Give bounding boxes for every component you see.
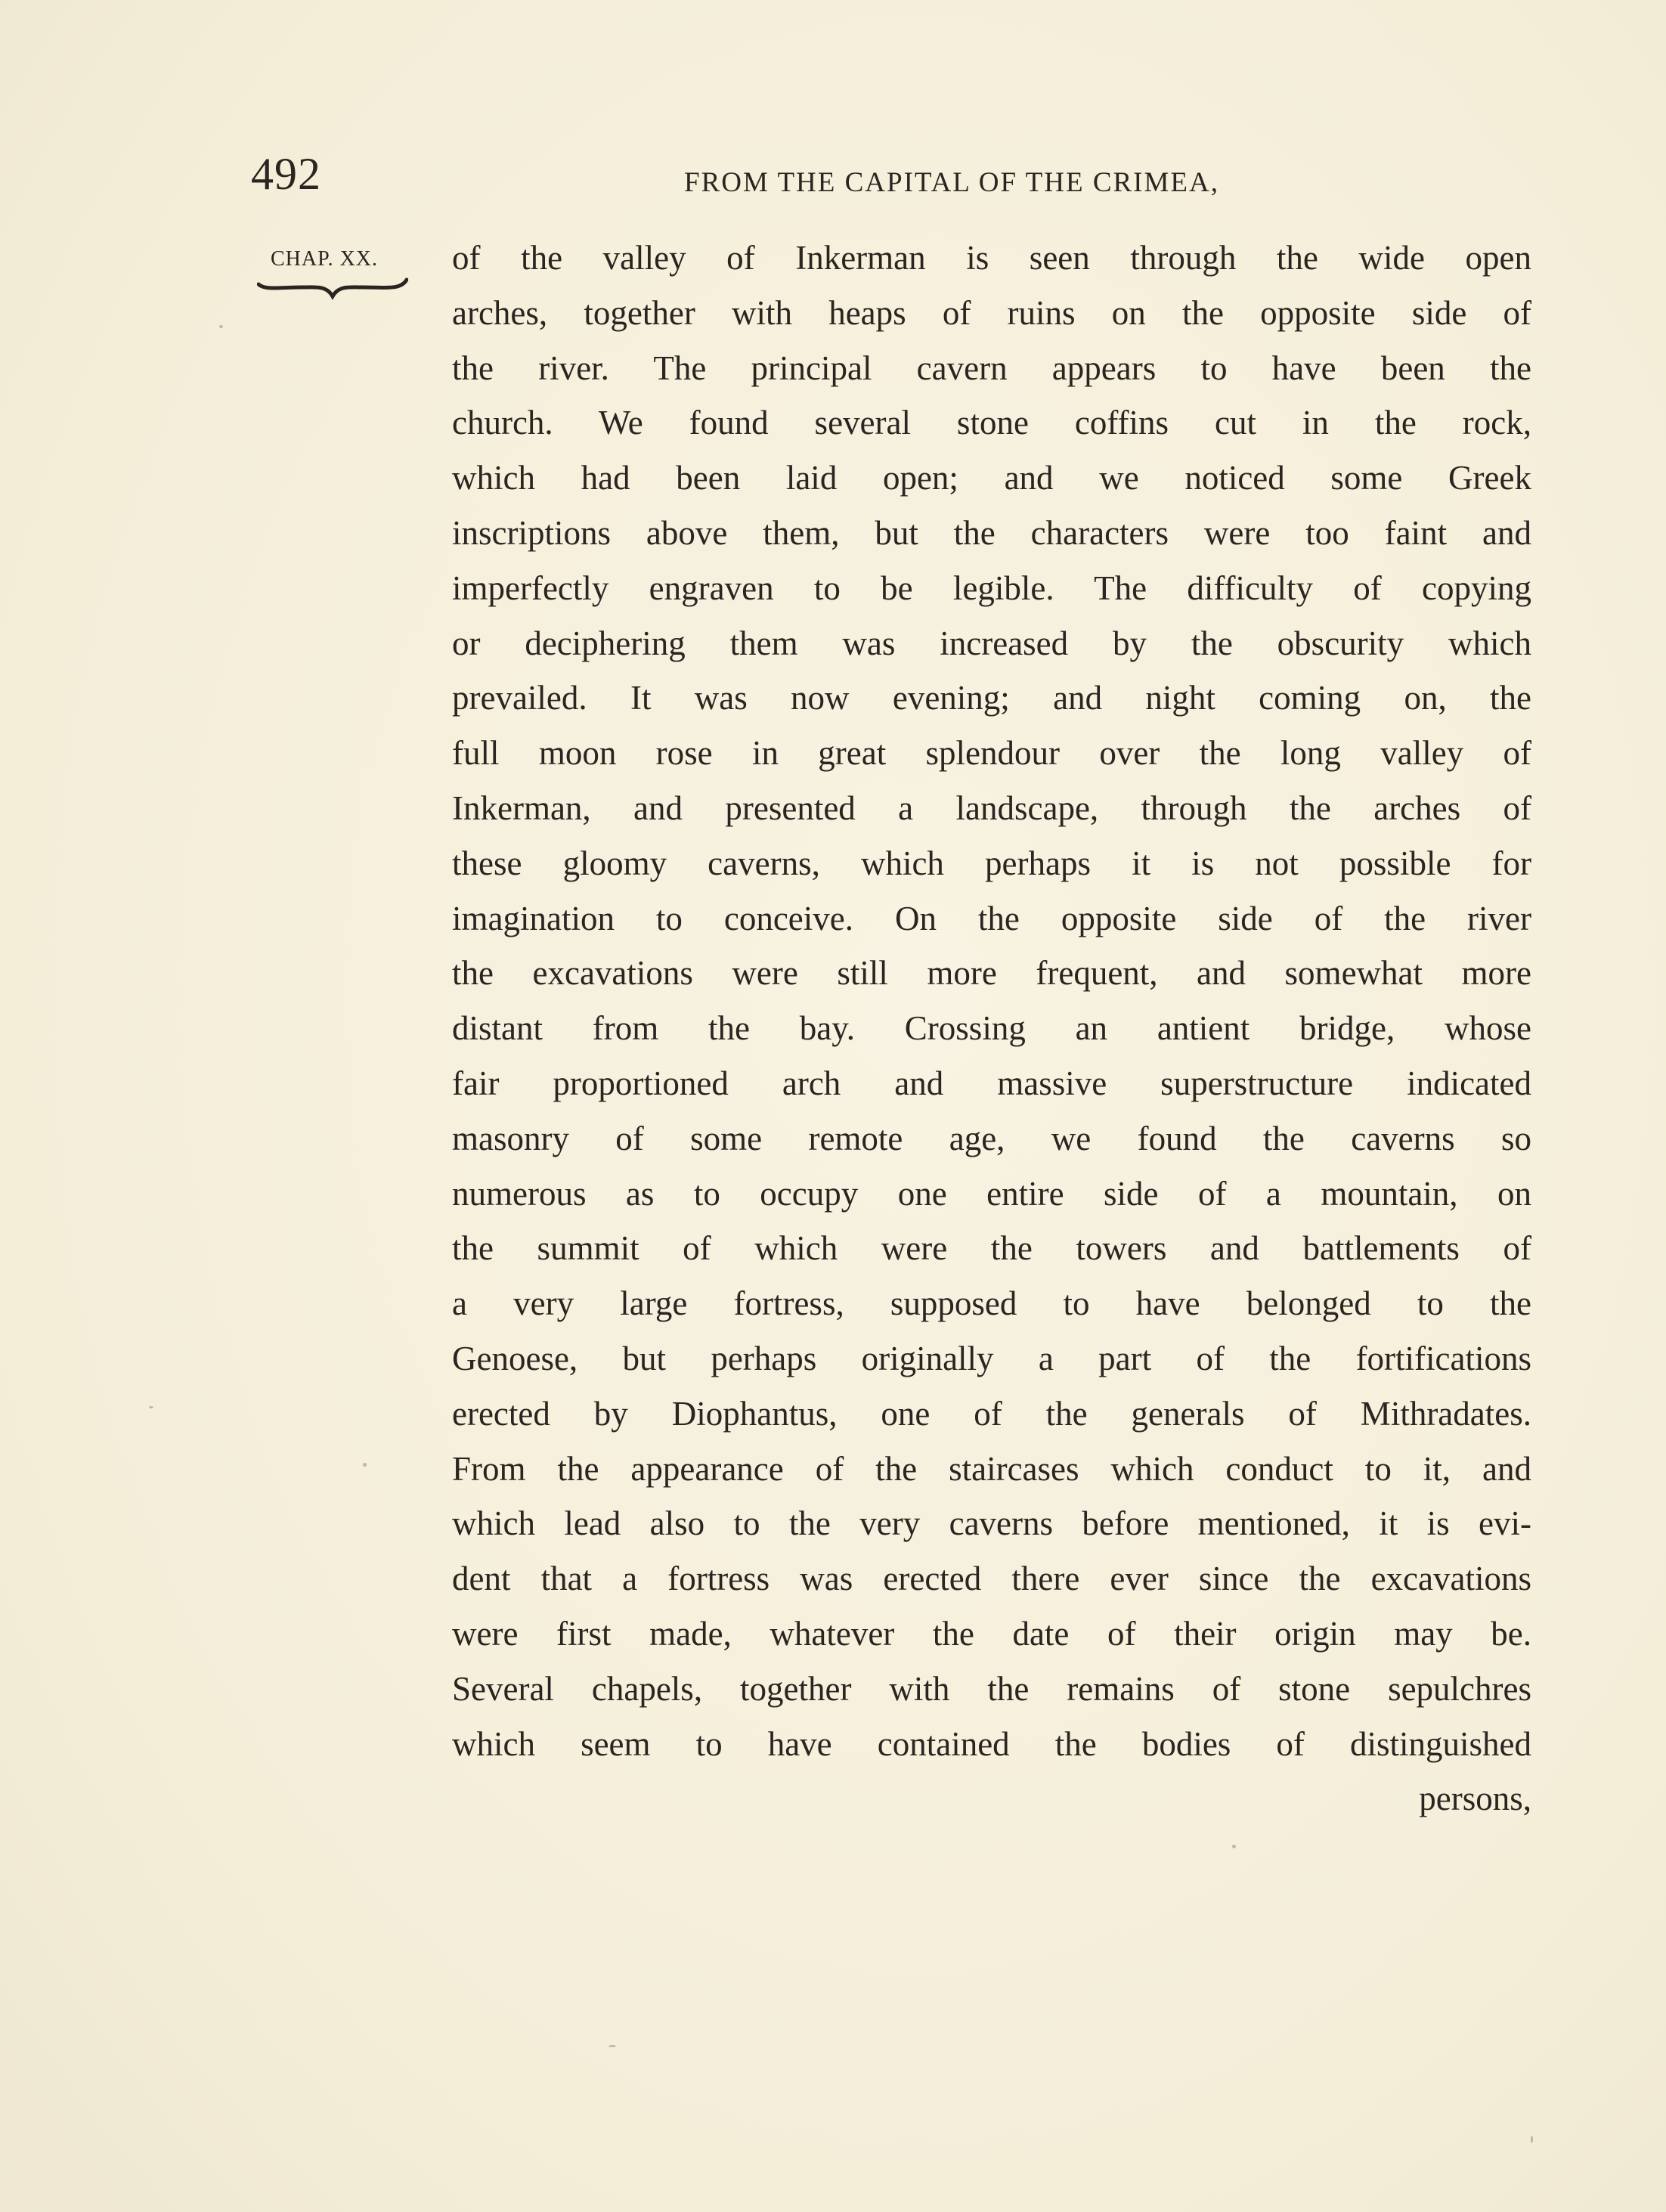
catchword: persons, [1419, 1780, 1531, 1818]
text-line: which had been laid open; and we noticed some Greek [452, 459, 1531, 497]
text-line: which seem to have contained the bodies of distinguished [452, 1724, 1531, 1763]
text-line: dent that a fortress was erected there ever since the excavations [452, 1560, 1531, 1598]
text-line: the excavations were still more frequent, and somewhat more [452, 954, 1531, 993]
chapter-brace-ornament [257, 274, 408, 304]
text-line: inscriptions above them, but the characters were too faint and [452, 513, 1531, 552]
text-line: of the valley of Inkerman is seen through the wide open [452, 239, 1531, 277]
text-line: a very large fortress, supposed to have belonged to the [452, 1284, 1531, 1323]
text-line: church. We found several stone coffins cut in the rock, [452, 404, 1531, 442]
text-line: erected by Diophantus, one of the generals of Mithradates. [452, 1394, 1531, 1433]
text-line: distant from the bay. Crossing an antient bridge, whose [452, 1009, 1531, 1048]
paper-speck [219, 325, 223, 328]
paper-speck [363, 1463, 367, 1467]
text-line: From the appearance of the staircases which conduct to it, and [452, 1449, 1531, 1488]
text-line: numerous as to occupy one entire side of a mountain, on [452, 1174, 1531, 1213]
text-line: the river. The principal cavern appears to have been the [452, 349, 1531, 387]
text-line: Several chapels, together with the remains of stone sepulchres [452, 1669, 1531, 1708]
text-line: which lead also to the very caverns before mentioned, it is evi- [452, 1504, 1531, 1543]
paper-speck [149, 1406, 153, 1408]
text-line: or deciphering them was increased by the obscurity which [452, 624, 1531, 662]
paper-speck [608, 2045, 616, 2047]
text-line: Genoese, but perhaps originally a part of the fortifications [452, 1339, 1531, 1377]
page-number: 492 [251, 149, 321, 199]
text-line: Inkerman, and presented a landscape, through the arches of [452, 788, 1531, 827]
text-line: full moon rose in great splendour over the long valley of [452, 734, 1531, 773]
paper-speck [1531, 2136, 1533, 2143]
text-line: arches, together with heaps of ruins on the opposite side of [452, 293, 1531, 332]
text-line: imperfectly engraven to be legible. The difficulty of copying [452, 568, 1531, 607]
text-line: prevailed. It was now evening; and night coming on, the [452, 679, 1531, 717]
body-text [452, 231, 1531, 1826]
paper-speck [1232, 1845, 1236, 1848]
text-line: masonry of some remote age, we found the caverns so [452, 1119, 1531, 1157]
text-line: fair proportioned arch and massive superstructure indicated [452, 1064, 1531, 1102]
text-line: the summit of which were the towers and battlements of [452, 1229, 1531, 1268]
text-line: imagination to conceive. On the opposite side of the river [452, 899, 1531, 937]
text-line: these gloomy caverns, which perhaps it is not possible for [452, 844, 1531, 882]
text-line: were first made, whatever the date of their origin may be. [452, 1614, 1531, 1653]
chapter-label: CHAP. XX. [271, 247, 379, 271]
running-head: FROM THE CAPITAL OF THE CRIMEA, [684, 167, 1219, 198]
